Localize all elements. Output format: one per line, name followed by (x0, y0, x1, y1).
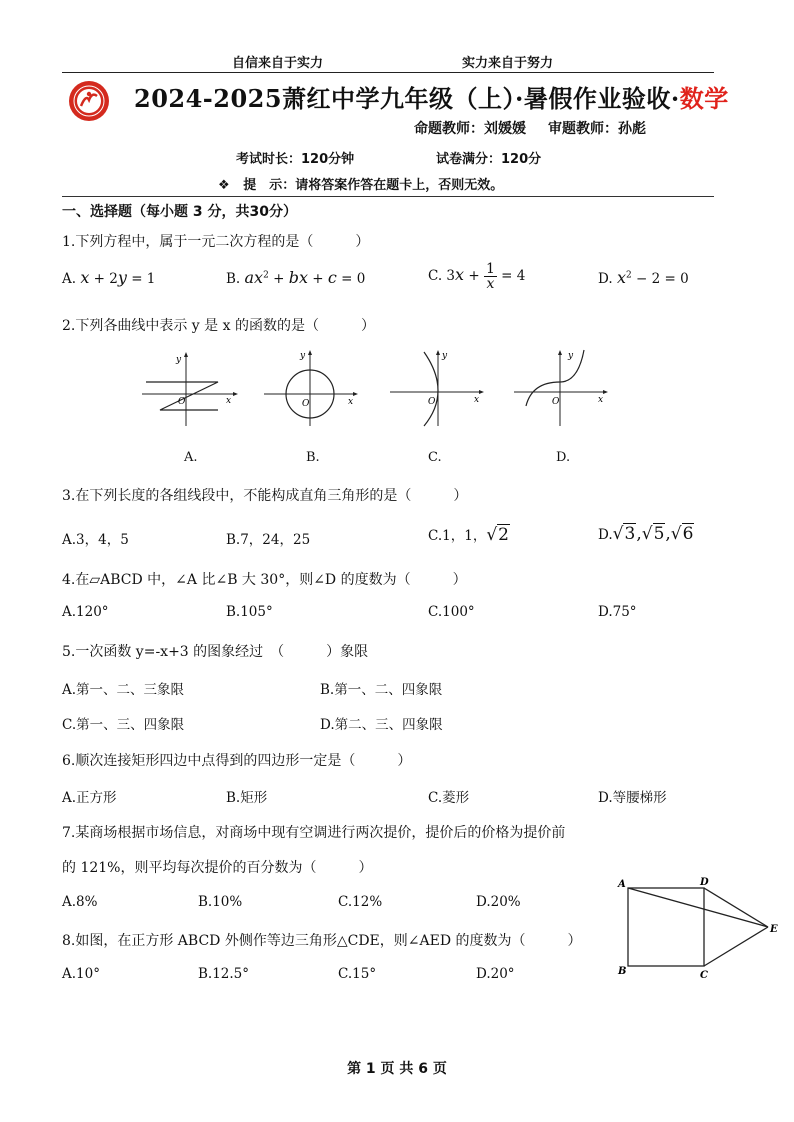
section-rule (62, 196, 714, 197)
q1-option-b: B. $ax^2$ + bx + c = 0 (226, 268, 366, 287)
q6-option-c: C.菱形 (428, 790, 470, 806)
graph-a (140, 348, 240, 432)
graph-c-o: O (428, 397, 436, 407)
full-score: 试卷满分：120分 (436, 152, 542, 167)
section-title: 一、选择题（每小题 3 分，共30分） (62, 204, 297, 220)
motto-right: 实力来自于努力 (462, 56, 554, 71)
graph-b-x: x (348, 397, 354, 407)
q2-label-b: B. (306, 450, 320, 465)
graph-d-x: x (598, 395, 604, 405)
q3-option-a: A.3，4，5 (62, 532, 129, 548)
graph-c-y: y (442, 351, 448, 361)
page-number: 第 1 页 共 6 页 (347, 1061, 447, 1077)
q6-option-b: B.矩形 (226, 790, 268, 806)
q8-option-c: C.15° (338, 966, 377, 982)
graph-a-o: O (178, 397, 186, 407)
q7-option-d: D.20% (476, 894, 521, 910)
graph-d-o: O (552, 397, 560, 407)
school-logo (68, 80, 110, 126)
q2-label-d: D. (556, 450, 571, 465)
teachers-line (414, 118, 668, 138)
q1-option-c: C. 3x + $\frac{1}{x}$ = 4 (428, 261, 526, 292)
graph-c (388, 348, 488, 432)
header-rule (62, 72, 714, 73)
q3-option-d: D.√3,√5,√6 (598, 524, 694, 544)
q7-stem-line2: 的 121%，则平均每次提价的百分数为（ ） (62, 860, 373, 876)
q6-option-a: A.正方形 (62, 790, 117, 806)
q3-option-b: B.7，24，25 (226, 532, 311, 548)
q4-option-a: A.120° (62, 604, 109, 620)
q3-stem: 3.在下列长度的各组线段中，不能构成直角三角形的是（ ） (62, 488, 468, 504)
graph-b-o: O (302, 399, 310, 409)
q2-label-c: C. (428, 450, 442, 465)
motto-left: 自信来自于实力 (232, 56, 324, 71)
q5-stem: 5.一次函数 y=-x+3 的图象经过 （ ）象限 (62, 644, 369, 660)
q8-option-a: A.10° (62, 966, 100, 982)
q2-label-a: A. (184, 450, 198, 465)
q8-option-d: D.20° (476, 966, 515, 982)
point-b: B (618, 966, 627, 977)
graph-c-x: x (474, 395, 480, 405)
q1-stem: 1.下列方程中，属于一元二次方程的是（ ） (62, 234, 370, 250)
graph-d (512, 348, 612, 432)
q4-option-d: D.75° (598, 604, 637, 620)
graph-a-x: x (226, 396, 232, 406)
point-d: D (700, 877, 709, 888)
q6-stem: 6.顺次连接矩形四边中点得到的四边形一定是（ ） (62, 753, 412, 769)
page-title: 2024-2025萧红中学九年级（上）·暑假作业验收·数学 (134, 84, 729, 113)
point-c: C (700, 970, 708, 981)
subject-name: 数学 (679, 84, 729, 113)
q2-stem: 2.下列各曲线中表示 y 是 x 的函数的是（ ） (62, 318, 375, 334)
q7-option-b: B.10% (198, 894, 243, 910)
reviewer: 审题教师：孙彪 (548, 121, 646, 137)
exam-duration: 考试时长：120分钟 (236, 152, 355, 167)
q7-stem-line1: 7.某商场根据市场信息，对商场中现有空调进行两次提价，提价后的价格为提价前 (62, 825, 566, 841)
q4-option-c: C.100° (428, 604, 475, 620)
q7-option-a: A.8% (62, 894, 98, 910)
q8-figure (608, 872, 784, 988)
q4-option-b: B.105° (226, 604, 273, 620)
q8-stem: 8.如图，在正方形 ABCD 外侧作等边三角形△CDE，则∠AED 的度数为（ ） (62, 933, 582, 949)
graph-d-y: y (568, 351, 574, 361)
q8-option-b: B.12.5° (198, 966, 250, 982)
q7-option-c: C.12% (338, 894, 383, 910)
q6-option-d: D.等腰梯形 (598, 790, 667, 806)
q5-option-d: D.第二、三、四象限 (320, 717, 443, 733)
q5-option-c: C.第一、三、四象限 (62, 717, 185, 733)
q5-option-b: B.第一、二、四象限 (320, 682, 443, 698)
point-e: E (770, 924, 778, 935)
q5-option-a: A.第一、二、三象限 (62, 682, 185, 698)
q1-option-a: A. x + 2y = 1 (62, 268, 156, 287)
graph-a-y: y (176, 355, 182, 365)
q4-stem: 4.在▱ABCD 中，∠A 比∠B 大 30°，则∠D 的度数为（ ） (62, 572, 467, 588)
graph-b-y: y (300, 351, 306, 361)
tip-icon: ❖ (218, 178, 230, 193)
q3-option-c: C.1，1，√2 (428, 525, 509, 545)
graph-b (262, 348, 362, 432)
point-a: A (618, 879, 626, 890)
q1-option-d: D. $x^2 - 2 = 0$ (598, 268, 689, 287)
proposer: 命题教师：刘媛媛 (414, 121, 526, 137)
tip-line: ❖ 提 示：请将答案作答在题卡上，否则无效。 (218, 178, 504, 193)
